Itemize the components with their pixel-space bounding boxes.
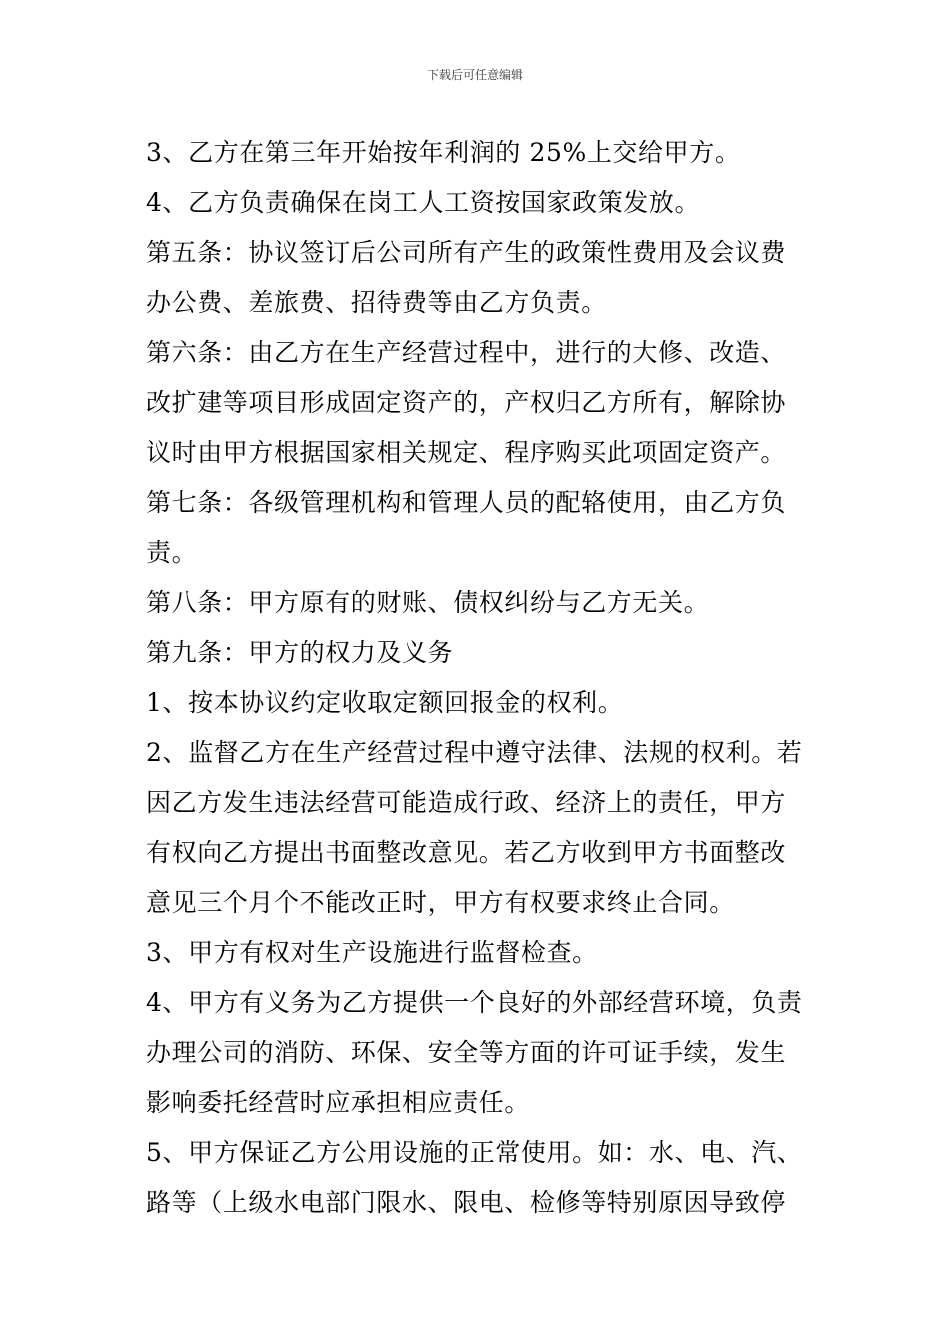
text-line: 责。 [146,538,198,567]
text-line: 办公费、差旅费、招待费等由乙方负责。 [146,288,607,317]
text-line: 4、乙方负责确保在岗工人工资按国家政策发放。 [146,188,701,217]
text-line: 改扩建等项目形成固定资产的，产权归乙方所有，解除协 [146,388,787,417]
text-line: 3、甲方有权对生产设施进行监督检查。 [146,938,598,967]
header-note: 下载后可任意编辑 [426,68,523,82]
text-line: 第八条：甲方原有的财账、债权纠纷与乙方无关。 [146,588,710,617]
document-body [146,128,810,1228]
text-line: 第六条：由乙方在生产经营过程中，进行的大修、改造、 [146,338,787,367]
text-line: 意见三个月个不能改正时，甲方有权要求终止合同。 [146,888,735,917]
text-line: 5、甲方保证乙方公用设施的正常使用。如：水、电、汽、 [146,1138,803,1167]
text-line: 因乙方发生违法经营可能造成行政、经济上的责任，甲方 [146,788,787,817]
text-line: 路等（上级水电部门限水、限电、检修等特别原因导致停 [146,1188,787,1217]
text-line: 第九条：甲方的权力及义务 [146,638,454,667]
text-line: 3、乙方在第三年开始按年利润的 25%上交给甲方。 [146,138,741,167]
text-line: 1、按本协议约定收取定额回报金的权利。 [146,688,624,717]
text-line: 有权向乙方提出书面整改意见。若乙方收到甲方书面整改 [146,838,787,867]
text-line: 影响委托经营时应承担相应责任。 [146,1088,531,1117]
text-line: 第五条：协议签订后公司所有产生的政策性费用及会议费 [146,238,787,267]
text-line: 2、监督乙方在生产经营过程中遵守法律、法规的权利。若 [146,738,803,767]
text-line: 办理公司的消防、环保、安全等方面的许可证手续，发生 [146,1038,787,1067]
text-line: 第七条：各级管理机构和管理人员的配辂使用，由乙方负 [146,488,787,517]
text-line: 议时由甲方根据国家相关规定、程序购买此项固定资产。 [146,438,787,467]
text-line: 4、甲方有义务为乙方提供一个良好的外部经营环境，负责 [146,988,803,1017]
